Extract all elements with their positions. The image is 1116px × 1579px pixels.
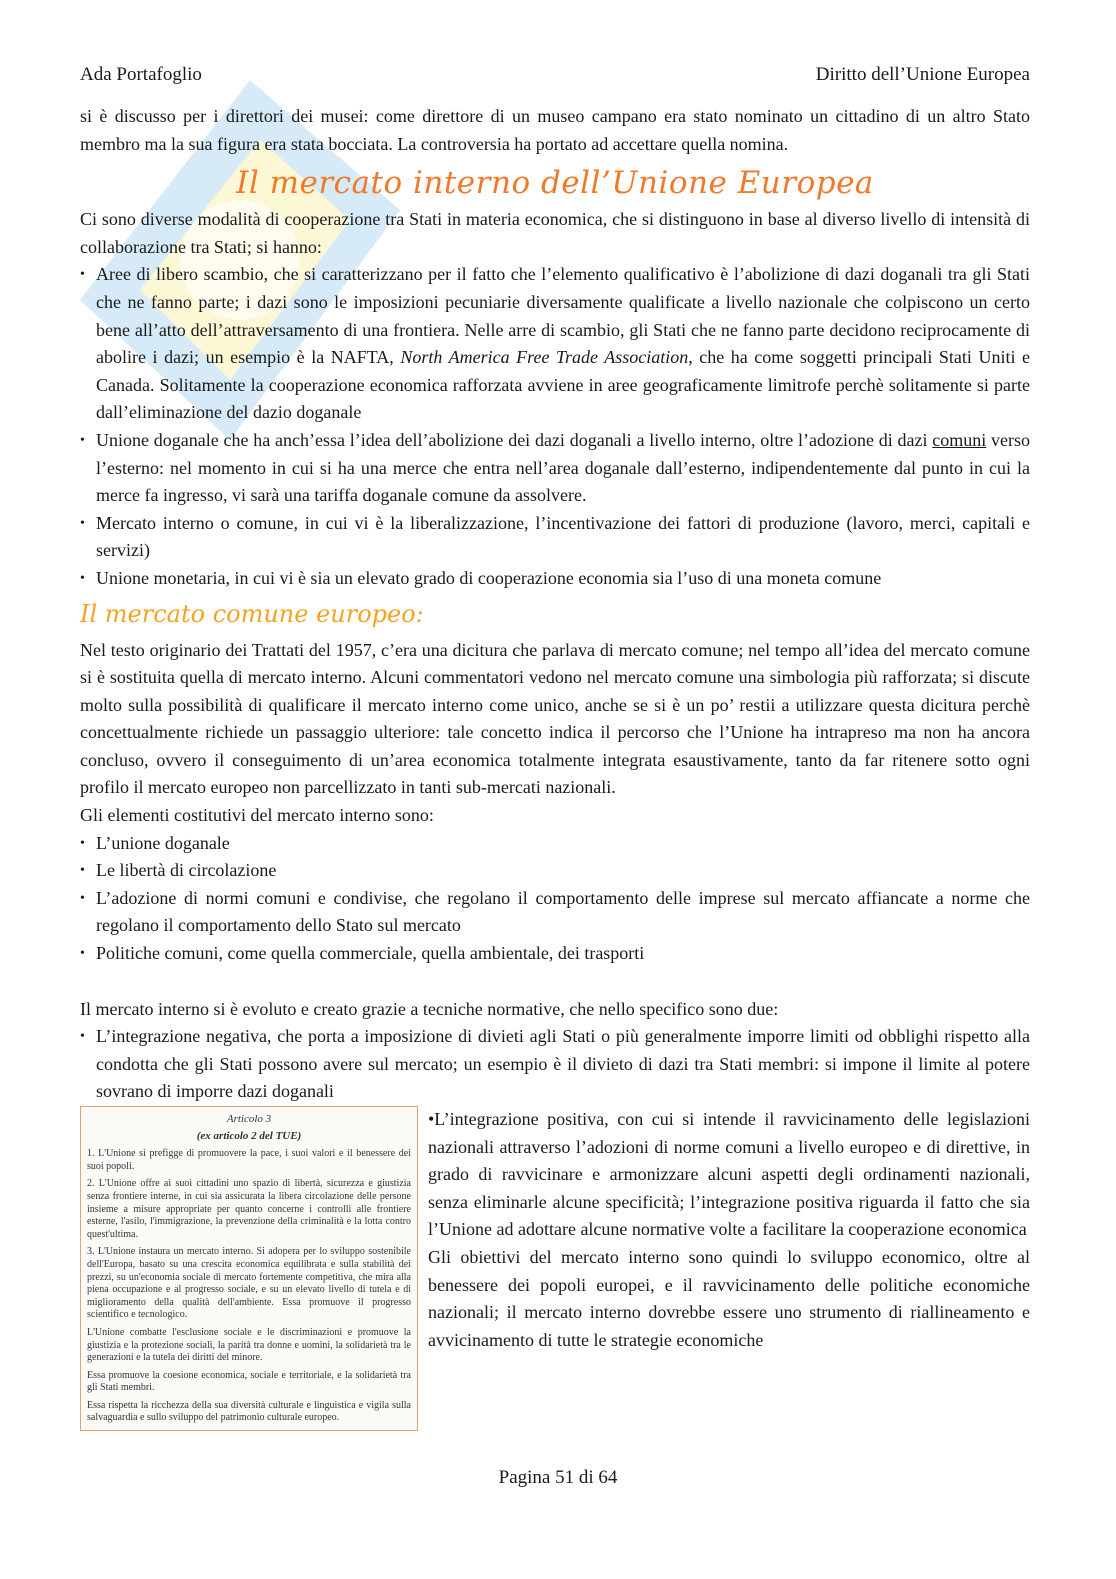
author-name: Ada Portafoglio — [80, 64, 202, 85]
list-item: • L’adozione di normi comuni e condivise, che regolano il comportamento delle imprese sul mercato affiancate a norme che regolano il comportamento dello Stato sul mercato — [80, 885, 1030, 940]
article-paragraph: L'Unione combatte l'esclusione sociale e le discriminazioni e promuove la giustizia e la protezione sociali, la parità tra donne e uomini, la solidarietà tra le generazioni e la tutela dei diritti del minore. — [87, 1326, 411, 1364]
list-item: • L’unione doganale — [80, 830, 1030, 858]
cooperation-list — [80, 261, 1030, 592]
integrazione-positiva: •L’integrazione positiva, con cui si intende il ravvicinamento delle legislazioni nazionali attraverso l’adozioni di norme comuni a livello europeo e di direttive, in grado di ravvicinare e armonizzare alcuni aspetti degli ordinamenti nazionali, senza eliminarle alcune specificità; l’integrazione positiva riguarda il fatto che sia l’Unione ad adottare alcune normative volte a facilitare la cooperazione economica — [428, 1109, 1030, 1240]
section-title-mercato-comune: Il mercato comune europeo: — [80, 599, 424, 628]
obiettivi-paragraph: Gli obiettivi del mercato interno sono quindi lo sviluppo economico, oltre al benessere dei popoli europei, e il ravvicinamento delle politiche economiche nazionali; il mercato interno dovrebbe essere uno strumento di riallineamento e avvicinamento di tutte le strategie economiche — [428, 1246, 1030, 1350]
elementi-intro: Gli elementi costitutivi del mercato interno sono: — [80, 805, 434, 826]
page-content — [80, 103, 1030, 1431]
article-title: Articolo 3 — [226, 1113, 272, 1125]
list-item: • Unione monetaria, in cui vi è sia un elevato grado di cooperazione economia sia l’uso di una moneta comune — [80, 565, 1030, 593]
article-paragraph: 3. L'Unione instaura un mercato interno. Si adopera per lo sviluppo sostenibile dell'Europa, basato su una crescita economica equilibrata e sulla stabilità dei prezzi, su un'economia sociale di mercato fortemente competitiva, che mira alla piena occupazione e al progresso sociale, e su un elevato livello di tutela e di miglioramento della qualità dell'ambiente. Essa promuove il progresso scientifico e tecnologico. — [87, 1246, 411, 1321]
article-subtitle: (ex articolo 2 del TUE) — [196, 1129, 302, 1142]
section-title-mercato-interno: Il mercato interno dell’Unione Europea — [236, 165, 874, 202]
split-section — [80, 1106, 1030, 1431]
page-number: Pagina 51 di 64 — [498, 1467, 618, 1488]
article-paragraph: Essa rispetta la ricchezza della sua diversità culturale e linguistica e vigila sulla salvaguardia e sullo sviluppo del patrimonio culturale europeo. — [87, 1399, 411, 1424]
list-item: • Le libertà di circolazione — [80, 857, 1030, 885]
article-paragraph: 1. L'Unione si prefigge di promuovere la pace, i suoi valori e il benessere dei suoi popoli. — [87, 1148, 411, 1172]
list-item: • Aree di libero scambio, che si caratterizzano per il fatto che l’elemento qualificativo è l’abolizione di dazi doganali tra gli Stati che ne fanno parte; i dazi sono le imposizioni pecuniarie diversamente qualificate a livello nazionale che colpiscono un certo bene all’atto dell’attraversamento di una frontiera. Nelle arre di scambio, gli Stati che ne fanno parte decidono reciprocamente di abolire i dazi; un esempio è la NAFTA, North America Free Trade Association, che ha come soggetti principali Stati Uniti e Canada. Solitamente la cooperazione economica rafforzata avviene in aree geograficamente limitrofe perchè solitamente si parte dall’eliminazione del dazio doganale — [80, 261, 1030, 427]
tecniche-list — [80, 1023, 1030, 1106]
list-item: • L’integrazione negativa, che porta a imposizione di divieti agli Stati o più generalmente imporre limiti od obblighi rispetto alla condotta che gli Stati possono avere sul mercato; un esempio è il divieto di dazi tra Stati membri: si impone il limite al potere sovrano di imporre dazi doganali — [80, 1023, 1030, 1106]
elementi-list — [80, 830, 1030, 968]
list-item: • Mercato interno o comune, in cui vi è la liberalizzazione, l’incentivazione dei fattori di produzione (lavoro, merci, capitali e servizi) — [80, 510, 1030, 565]
course-title: Diritto dell’Unione Europea — [815, 64, 1030, 85]
page-header — [80, 64, 1030, 86]
section1-lead: Ci sono diverse modalità di cooperazione tra Stati in materia economica, che si distinguono in base al diverso livello di intensità di collaborazione tra Stati; si hanno: — [80, 209, 1030, 257]
list-item: • Politiche comuni, come quella commerciale, quella ambientale, dei trasporti — [80, 940, 1030, 968]
article-3-image — [80, 1106, 418, 1431]
right-column — [428, 1106, 1030, 1431]
article-paragraph: 2. L'Unione offre ai suoi cittadini uno spazio di libertà, sicurezza e giustizia senza frontiere interne, in cui sia assicurata la libera circolazione delle persone insieme a misure appropriate per quanto concerne i controlli alle frontiere esterne, l'asilo, l'immigrazione, la prevenzione della criminalità e la lotta contro quest'ultima. — [87, 1178, 411, 1240]
list-item: • Unione doganale che ha anch’essa l’idea dell’abolizione dei dazi doganali a livello interno, oltre l’adozione di dazi comuni verso l’esterno: nel momento in cui si ha una merce che entra nell’area doganale dall’esterno, indipendentemente dal punto in cui la merce fa ingresso, vi sarà una tariffa doganale comune da assolvere. — [80, 427, 1030, 510]
mercato-comune-paragraph: Nel testo originario dei Trattati del 1957, c’era una dicitura che parlava di mercato comune; nel tempo all’idea del mercato comune si è sostituita quella di mercato interno. Alcuni commentatori vedono nel mercato comune una simbologia più rafforzata; si discute molto sulla possibilità di qualificare il mercato interno come unico, anche se si è un po’ restii a utilizzare questa dicitura perchè concettualmente richiede un passaggio ulteriore: tale concetto indica il percorso che l’Unione ha intrapreso ma non ha ancora concluso, ovvero il conseguimento di un’area economica totalmente integrata esaustivamente, tanto da far ritenere sotto ogni profilo il mercato europeo non parcellizzato in tanti sub-mercati nazionali. — [80, 639, 1030, 798]
article-paragraph: Essa promuove la coesione economica, sociale e territoriale, e la solidarietà tra gli Stati membri. — [87, 1369, 411, 1394]
intro-paragraph: si è discusso per i direttori dei musei: come direttore di un museo campano era stato nominato un cittadino di un altro Stato membro ma la sua figura era stata bocciata. La controversia ha portato ad accettare quella nomina. — [80, 106, 1030, 154]
tecniche-intro: Il mercato interno si è evoluto e creato grazie a tecniche normative, che nello specifico sono due: — [80, 998, 779, 1019]
